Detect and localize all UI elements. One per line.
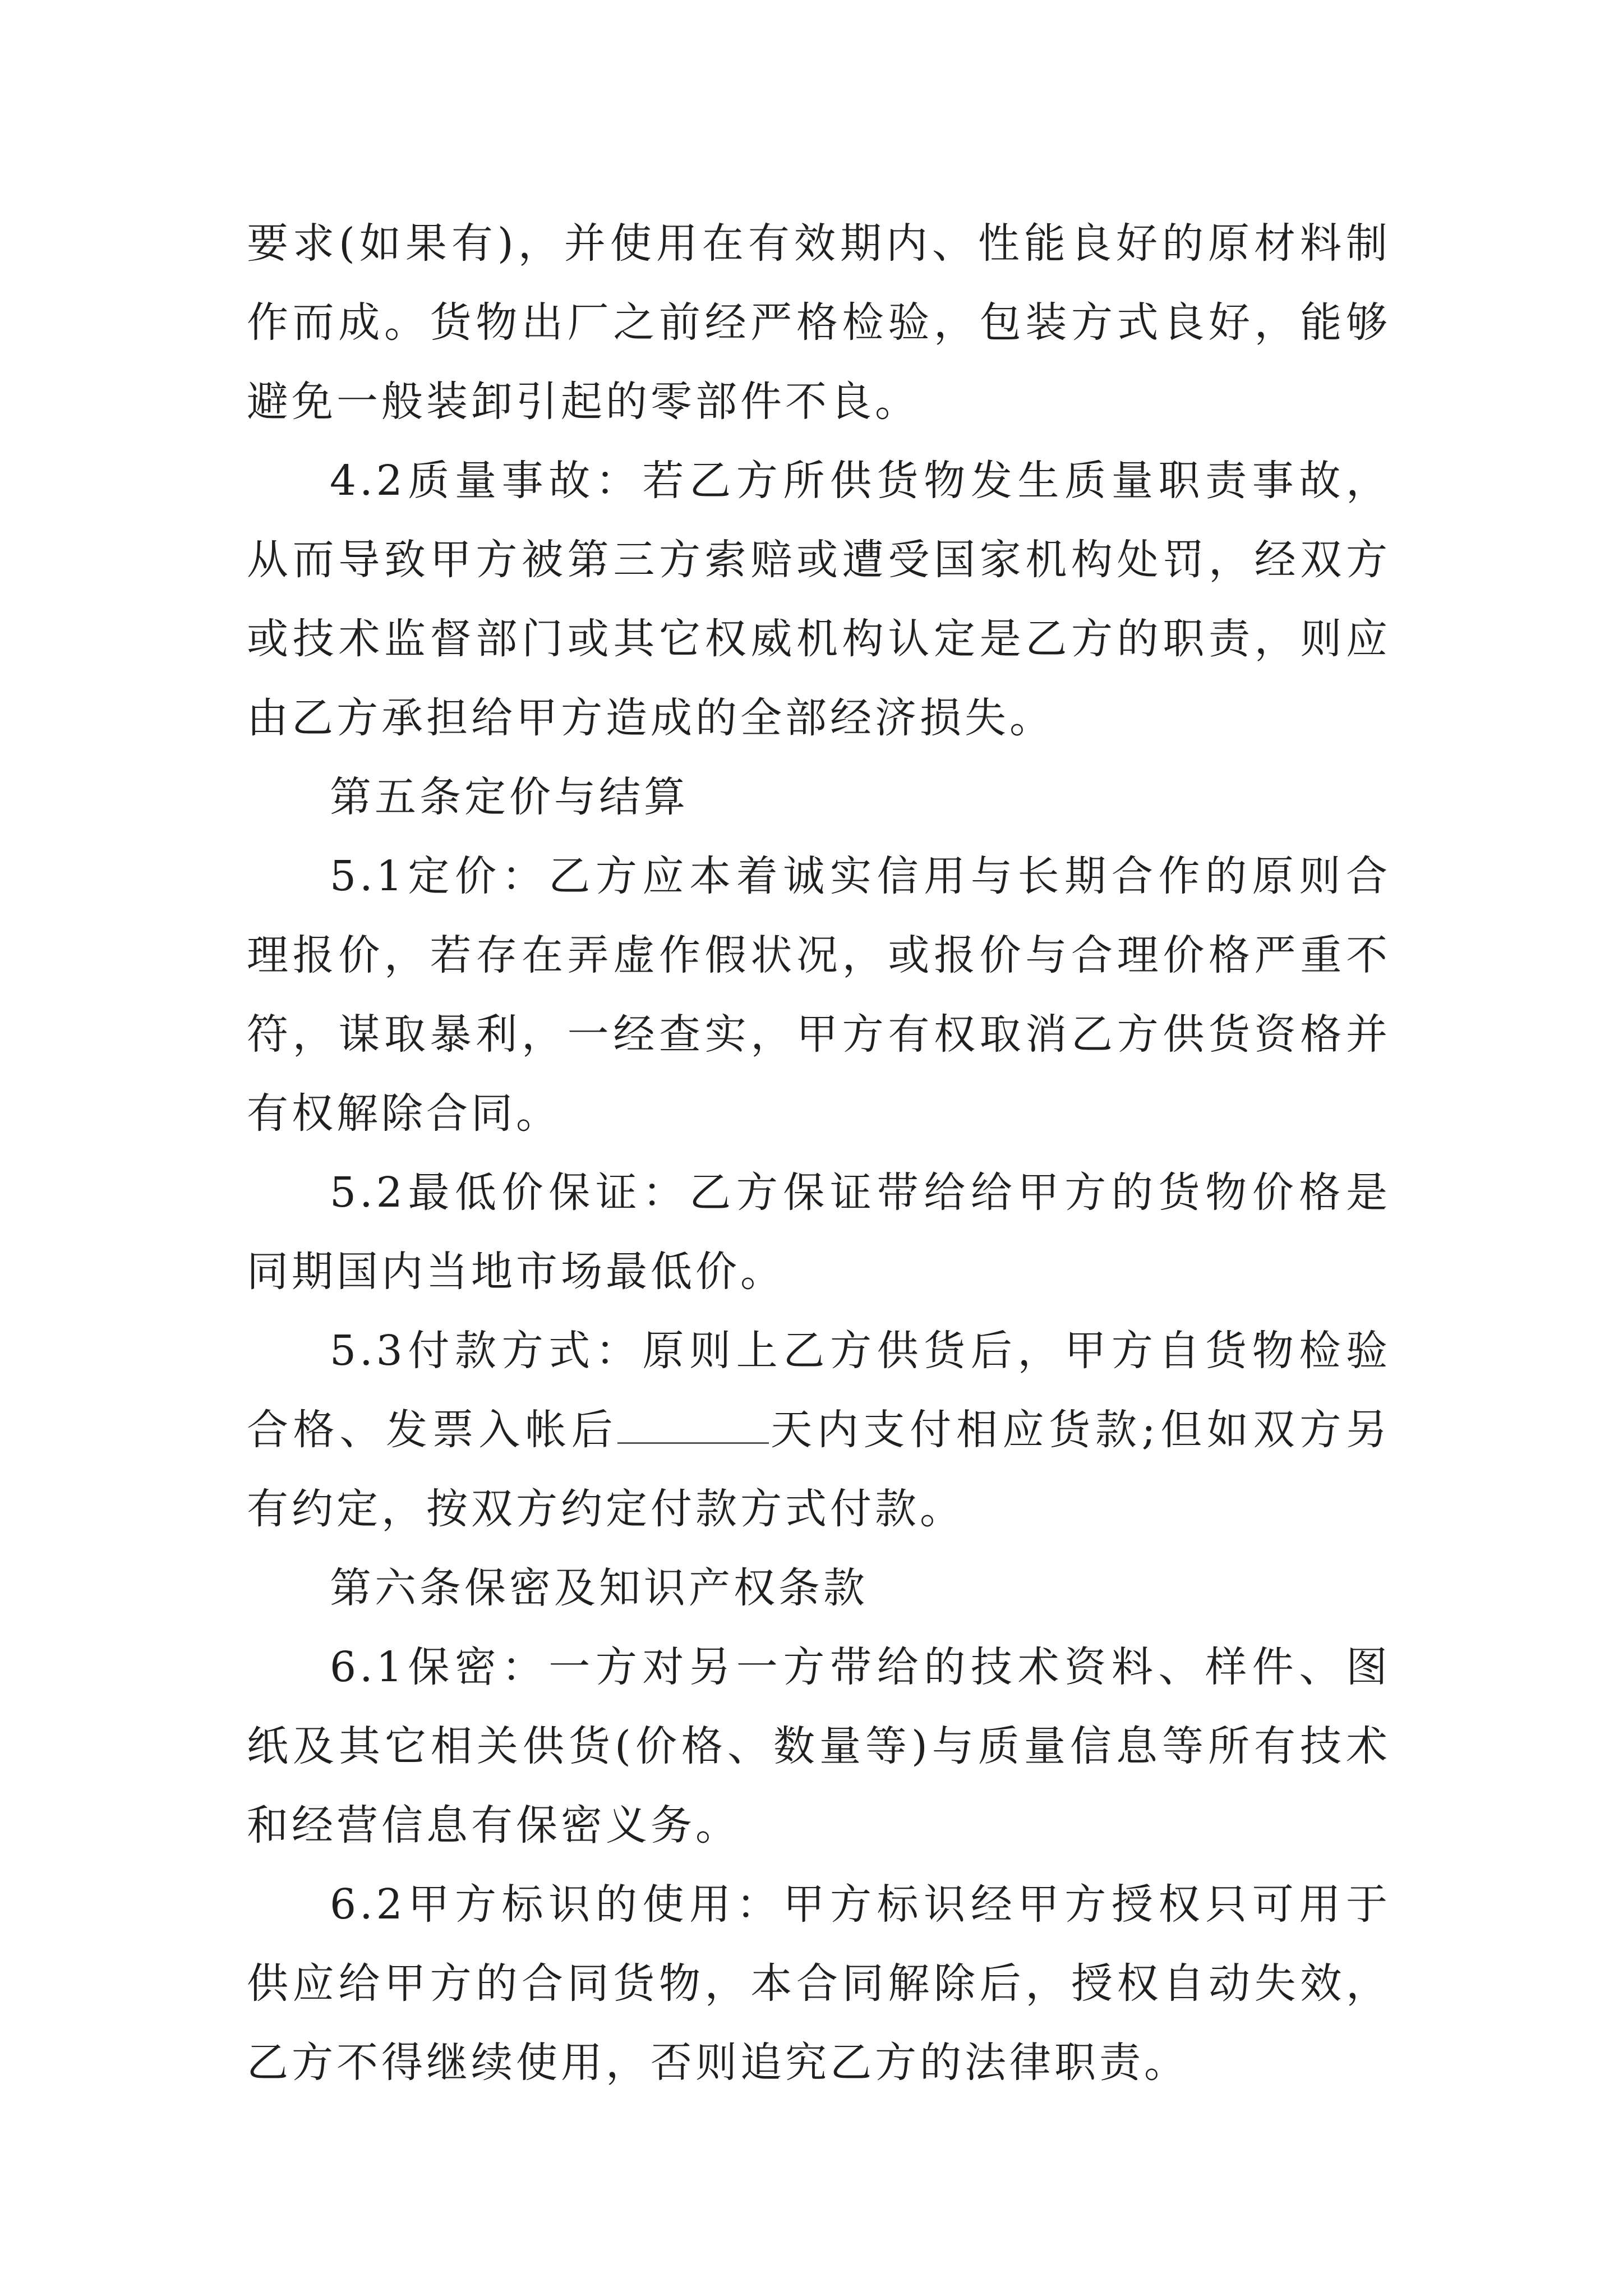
payment-text-after-blank: 天内支付相应货款;但如双方另有约定，按双方约定付款方式付款。 [247,1406,1391,1533]
payment-text-before-blank: 5.3付款方式：原则上乙方供货后，甲方自货物检验合格、发票入帐后 [247,1327,1391,1454]
section-heading-article-6: 第六条保密及知识产权条款 [330,1564,868,1612]
paragraph-6-1-confidentiality: 6.1保密：一方对另一方带给的技术资料、样件、图纸及其它相关供货(价格、数量等)与质量信息等所有技术和经营信息有保密义务。 [247,1643,1391,1849]
paragraph-5-3-payment [247,1312,1391,1549]
document-body [247,204,1391,2102]
paragraph-5-1-pricing: 5.1定价：乙方应本着诚实信用与长期合作的原则合理报价，若存在弄虚作假状况，或报价与合理价格严重不符，谋取暴利，一经查实，甲方有权取消乙方供货资格并有权解除合同。 [247,852,1391,1138]
paragraph-6-2-logo-usage: 6.2甲方标识的使用：甲方标识经甲方授权只可用于供应给甲方的合同货物，本合同解除后，授权自动失效，乙方不得继续使用，否则追究乙方的法律职责。 [247,1880,1391,2087]
paragraph-quality-requirements-continued: 要求(如果有)，并使用在有效期内、性能良好的原材料制作而成。货物出厂之前经严格检验，包装方式良好，能够避免一般装卸引起的零部件不良。 [247,219,1391,426]
paragraph-5-2-lowest-price: 5.2最低价保证：乙方保证带给给甲方的货物价格是同期国内当地市场最低价。 [247,1168,1391,1296]
paragraph-4-2-quality-accident: 4.2质量事故：若乙方所供货物发生质量职责事故，从而导致甲方被第三方索赔或遭受国家机构处罚，经双方或技术监督部门或其它权威机构认定是乙方的职责，则应由乙方承担给甲方造成的全部经济损失。 [247,457,1391,742]
section-heading-article-5: 第五条定价与结算 [330,773,689,821]
payment-days-blank [617,1406,769,1444]
